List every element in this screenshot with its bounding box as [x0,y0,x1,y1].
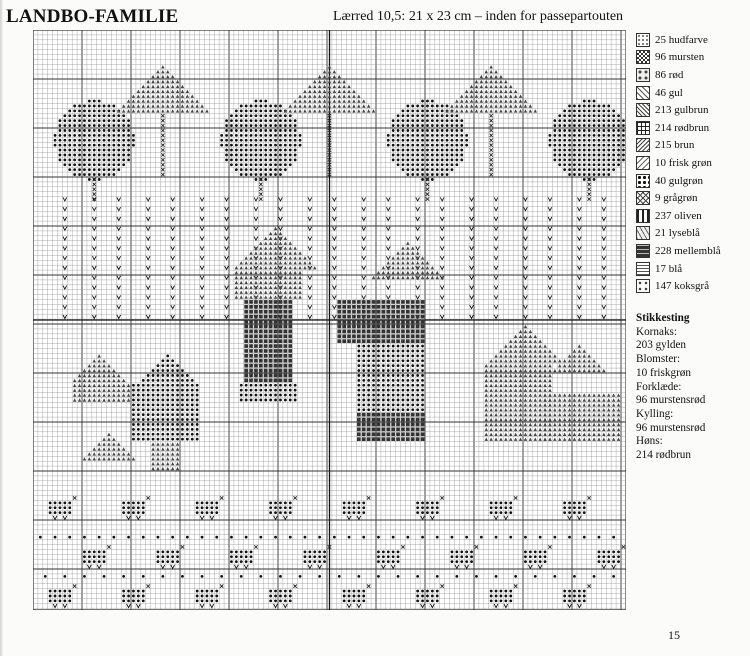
legend-swatch-icon [636,121,650,135]
legend-label: 237 oliven [655,209,702,222]
legend-swatch-icon [636,68,650,82]
legend-swatch-icon [636,226,650,240]
legend-label: 9 grågrøn [655,192,698,205]
cross-stitch-chart [33,30,626,610]
legend-label: 25 hudfarve [655,33,708,46]
legend-swatch-icon [636,103,650,117]
legend-item [636,119,748,137]
legend-swatch-icon [636,209,650,223]
legend-label: 40 gulgrøn [655,174,703,187]
legend-label: 228 mellemblå [655,244,721,257]
legend-item [636,101,748,119]
legend-label: 17 blå [655,262,683,275]
stitching-note-line: Høns: [636,435,663,448]
legend-swatch-icon [636,86,650,100]
legend-item [636,154,748,172]
legend-swatch-icon [636,156,650,170]
legend-item [636,277,748,295]
legend-item [636,137,748,155]
page-title: LANDBO-FAMILIE [6,6,179,27]
stitching-note-line: 10 friskgrøn [636,366,691,379]
stitching-note-line: 203 gylden [636,339,687,352]
legend-item [636,260,748,278]
stitching-notes [636,312,748,463]
legend-swatch-icon [636,279,650,293]
legend-label: 21 lyseblå [655,227,700,240]
stitching-note-line: Forklæde: [636,380,682,393]
stitching-note-line: 96 murstensrød [636,421,706,434]
legend-swatch-icon [636,33,650,47]
legend-label: 213 gulbrun [655,104,709,117]
legend-item [636,66,748,84]
legend-swatch-icon [636,244,650,258]
stitching-note-line: Blomster: [636,353,681,366]
color-legend [636,31,748,295]
stitching-heading: Stikkesting [636,312,690,324]
page-number: 15 [668,628,680,642]
legend-item [636,31,748,49]
legend-swatch-icon [636,138,650,152]
legend-label: 46 gul [655,86,683,99]
legend-label: 215 brun [655,139,695,152]
legend-label: 147 koksgrå [655,280,710,293]
book-spine-shadow [0,0,3,656]
legend-swatch-icon [636,50,650,64]
canvas-size-note: Lærred 10,5: 21 x 23 cm – inden for passepartouten [333,9,624,24]
legend-item [636,207,748,225]
legend-item [636,84,748,102]
legend-label: 96 mursten [655,51,705,64]
stitching-note-line: 214 rødbrun [636,449,691,462]
legend-label: 10 frisk grøn [655,156,712,169]
legend-swatch-icon [636,262,650,276]
legend-item [636,49,748,67]
legend-label: 86 rød [655,68,684,81]
legend-item [636,172,748,190]
stitching-note-line: 96 murstensrød [636,394,706,407]
legend-label: 214 rødbrun [655,121,710,134]
legend-item [636,225,748,243]
stitching-note-line: Kylling: [636,407,674,420]
legend-item [636,242,748,260]
stitching-note-line: Kornaks: [636,325,678,338]
legend-swatch-icon [636,174,650,188]
legend-swatch-icon [636,191,650,205]
legend-item [636,189,748,207]
